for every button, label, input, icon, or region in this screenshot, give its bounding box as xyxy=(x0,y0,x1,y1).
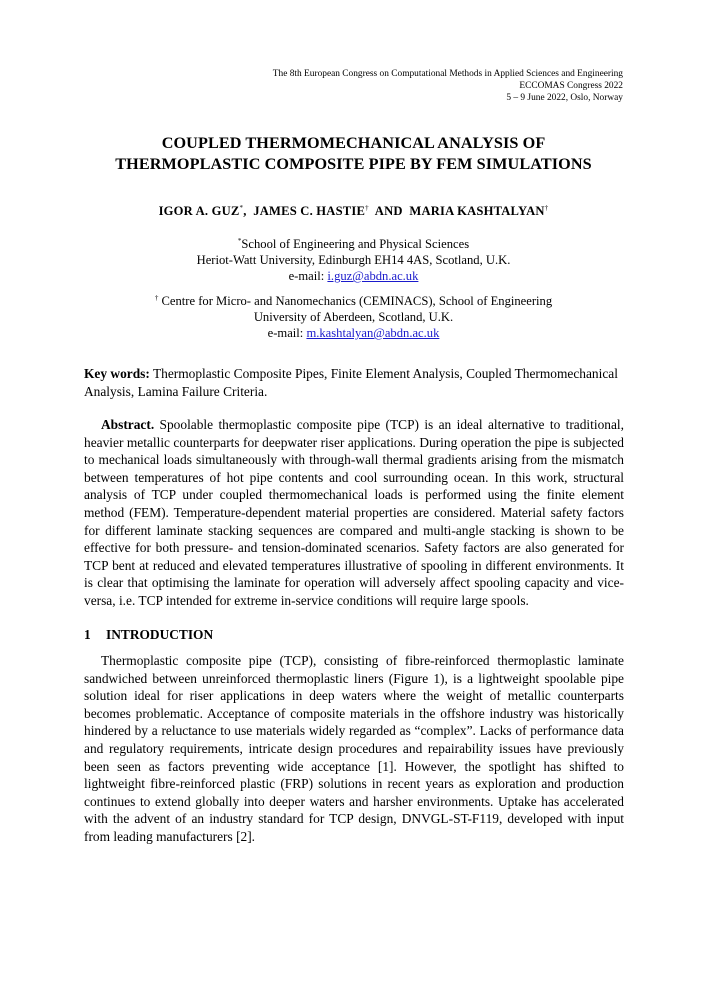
author-separator: , xyxy=(243,204,254,218)
email-label: e-mail: xyxy=(288,269,328,283)
abstract-text: Spoolable thermoplastic composite pipe (TCP) is an ideal alternative to traditional, heavier metallic counterparts for deepwater riser applications. During operation the pipe is subjected to mechanical loads simultaneously with through-wall thermal gradients arising from the mismatch between temperatures of hot pipe contents and cool surrounding ocean. In this work, structural analysis of TCP under coupled thermomechanical loads is performed using the finite element method (FEM). Temperature-dependent material properties are considered. Material safety factors for different laminate stacking sequences are compared and multi-angle stacking is shown to be effective for both pressure- and tension-dominated scenarios. Safety factors are also generated for TCP bent at reduced and elevated temperatures illustrative of spooling in different environments. It is clear that optimising the laminate for operation will adversely affect spooling capacity and vice-versa, i.e. TCP intended for extreme in-service conditions will require large spools. xyxy=(84,417,624,608)
title-line-1: COUPLED THERMOMECHANICAL ANALYSIS OF xyxy=(161,134,546,152)
title-line-2: THERMOPLASTIC COMPOSITE PIPE BY FEM SIMULATIONS xyxy=(115,154,592,173)
keywords-text: Thermoplastic Composite Pipes, Finite Element Analysis, Coupled Thermomechanical Analysis, Lamina Failure Criteria. xyxy=(84,366,618,399)
author-name: JAMES C. HASTIE xyxy=(253,204,366,218)
author-separator: AND xyxy=(368,204,410,218)
affiliation-line: University of Aberdeen, Scotland, U.K. xyxy=(253,310,454,324)
author-list xyxy=(0,204,707,219)
affiliation-line: Centre for Micro- and Nanomechanics (CEMINACS), School of Engineering xyxy=(161,294,553,308)
abstract-label: Abstract. xyxy=(101,417,155,432)
affiliation-2 xyxy=(0,290,707,341)
keywords-label: Key words: xyxy=(84,366,150,381)
email-label: e-mail: xyxy=(267,326,307,340)
introduction-paragraph: Thermoplastic composite pipe (TCP), consisting of fibre-reinforced thermoplastic laminate sandwiched between unreinforced thermoplastic liners (Figure 1), is a lightweight spoolable pipe solution ideal for riser applications in deep waters where the weight of metallic counterparts becomes problematic. Acceptance of composite materials in the offshore industry was historically hindered by a reluctance to use materials widely regarded as “complex”. Lacks of performance data and regulatory requirements, intricate design procedures and repairability issues have previously been seen as factors preventing wide acceptance [1]. However, the spotlight has shifted to lightweight fibre-reinforced plastic (FRP) solutions in recent years as exploration and production continues to extend globally into deeper waters and harsher environments. Uptake has accelerated with the advent of an industry standard for TCP design, DNVGL-ST-F119, developed with input from leading manufacturers [2]. xyxy=(84,653,624,844)
conference-date-location: 5 – 9 June 2022, Oslo, Norway xyxy=(506,93,623,104)
author-mark: † xyxy=(365,204,369,212)
affiliation-1 xyxy=(0,233,707,284)
author-mark: * xyxy=(239,204,244,212)
abstract xyxy=(84,416,624,610)
affiliation-mark: † xyxy=(154,294,159,302)
conference-header xyxy=(273,68,623,105)
conference-name: The 8th European Congress on Computational Methods in Applied Sciences and Engineering xyxy=(272,69,623,79)
author-name: IGOR A. GUZ xyxy=(158,204,240,218)
author-mark: † xyxy=(544,204,549,212)
paper-title xyxy=(0,133,707,174)
affiliation-mark: * xyxy=(237,237,242,245)
affiliation-line: School of Engineering and Physical Sciences xyxy=(241,237,470,251)
email-link-guz[interactable]: i.guz@abdn.ac.uk xyxy=(327,269,419,283)
keywords xyxy=(84,365,624,400)
author-name: MARIA KASHTALYAN xyxy=(409,204,545,218)
affiliation-line: Heriot-Watt University, Edinburgh EH14 4AS, Scotland, U.K. xyxy=(196,253,511,267)
section-title: INTRODUCTION xyxy=(106,627,214,642)
section-number: 1 xyxy=(84,627,91,642)
email-link-kashtalyan[interactable]: m.kashtalyan@abdn.ac.uk xyxy=(306,326,440,340)
congress-name: ECCOMAS Congress 2022 xyxy=(519,81,623,92)
section-heading xyxy=(84,627,213,643)
